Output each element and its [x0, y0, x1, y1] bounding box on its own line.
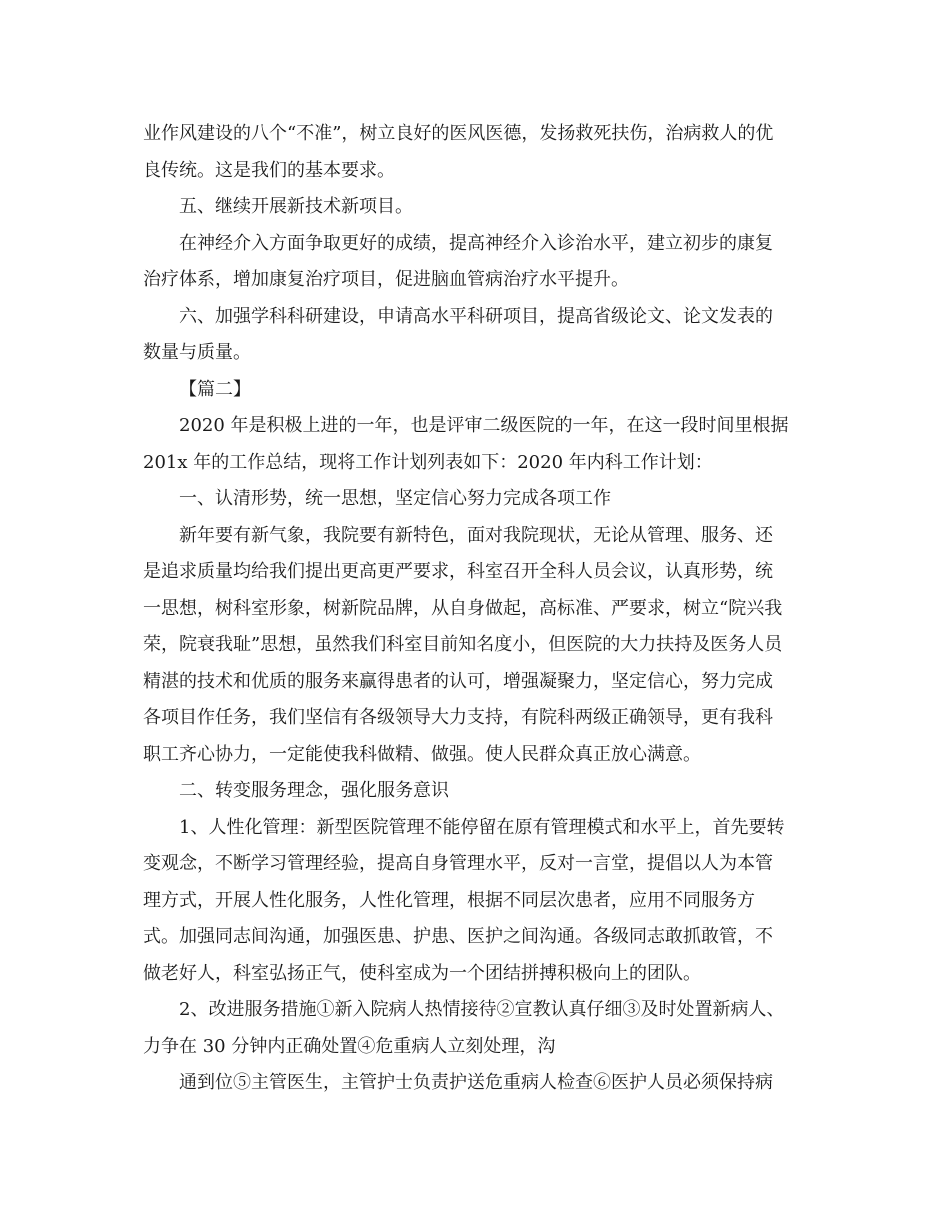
text-line: 1、人性化管理：新型医院管理不能停留在原有管理模式和水平上，首先要转 — [179, 816, 785, 838]
text-line: 是追求质量均给我们提出更高更严要求，科室召开全科人员会议，认真形势，统 — [143, 561, 773, 582]
part-heading: 【篇二】 — [179, 378, 251, 400]
text-line: 通到位⑤主管医生，主管护士负责护送危重病人检查⑥医护人员必须保持病 — [179, 1072, 773, 1093]
text-line: 精湛的技术和优质的服务来赢得患者的认可，增强凝聚力，坚定信心，努力完成 — [143, 670, 773, 692]
text-line: 变观念，不断学习管理经验，提高自身管理水平，反对一言堂，提倡以人为本管 — [143, 853, 773, 874]
text-line: 理方式，开展人性化服务，人性化管理，根据不同层次患者，应用不同服务方 — [143, 889, 755, 911]
text-line: 治疗体系，增加康复治疗项目，促进脑血管病治疗水平提升。 — [143, 269, 629, 290]
document-body — [143, 116, 803, 1102]
text-line: 良传统。这是我们的基本要求。 — [143, 159, 395, 181]
text-line: 201x 年的工作总结，现将工作计划列表如下：2020 年内科工作计划： — [143, 451, 713, 473]
section-heading: 六、加强学科科研建设，申请高水平科研项目，提高省级论文、论文发表的 — [179, 305, 773, 327]
text-line: 荣，院衰我耻”思想，虽然我们科室目前知名度小，但医院的大力扶持及医务人员 — [143, 634, 783, 655]
text-line: 新年要有新气象，我院要有新特色，面对我院现状，无论从管理、服务、还 — [179, 524, 773, 546]
text-line: 职工齐心协力，一定能使我科做精、做强。使人民群众真正放心满意。 — [143, 743, 701, 765]
text-line: 2020 年是积极上进的一年，也是评审二级医院的一年，在这一段时间里根据 — [179, 415, 789, 436]
text-line: 做老好人，科室弘扬正气，使科室成为一个团结拼搏积极向上的团队。 — [143, 962, 701, 984]
text-line: 数量与质量。 — [143, 342, 251, 363]
text-line: 式。加强同志间沟通，加强医患、护患、医护之间沟通。各级同志敢抓敢管，不 — [143, 926, 773, 947]
text-line: 力争在 30 分钟内正确处置④危重病人立刻处理，沟 — [143, 1035, 556, 1057]
text-line: 2、改进服务措施①新入院病人热情接待②宣教认真仔细③及时处置新病人、 — [179, 999, 785, 1020]
text-line: 各项目作任务，我们坚信有各级领导大力支持，有院科两级正确领导，更有我科 — [143, 707, 773, 728]
text-line: 在神经介入方面争取更好的成绩，提高神经介入诊治水平，建立初步的康复 — [179, 232, 773, 254]
text-line: 业作风建设的八个“不准”，树立良好的医风医德，发扬救死扶伤，治病救人的优 — [143, 123, 774, 144]
section-heading: 一、认清形势，统一思想，坚定信心努力完成各项工作 — [179, 488, 611, 509]
section-heading: 二、转变服务理念，强化服务意识 — [179, 780, 449, 801]
section-heading: 五、继续开展新技术新项目。 — [179, 196, 413, 217]
text-line: 一思想，树科室形象，树新院品牌，从自身做起，高标准、严要求，树立“院兴我 — [143, 597, 783, 619]
